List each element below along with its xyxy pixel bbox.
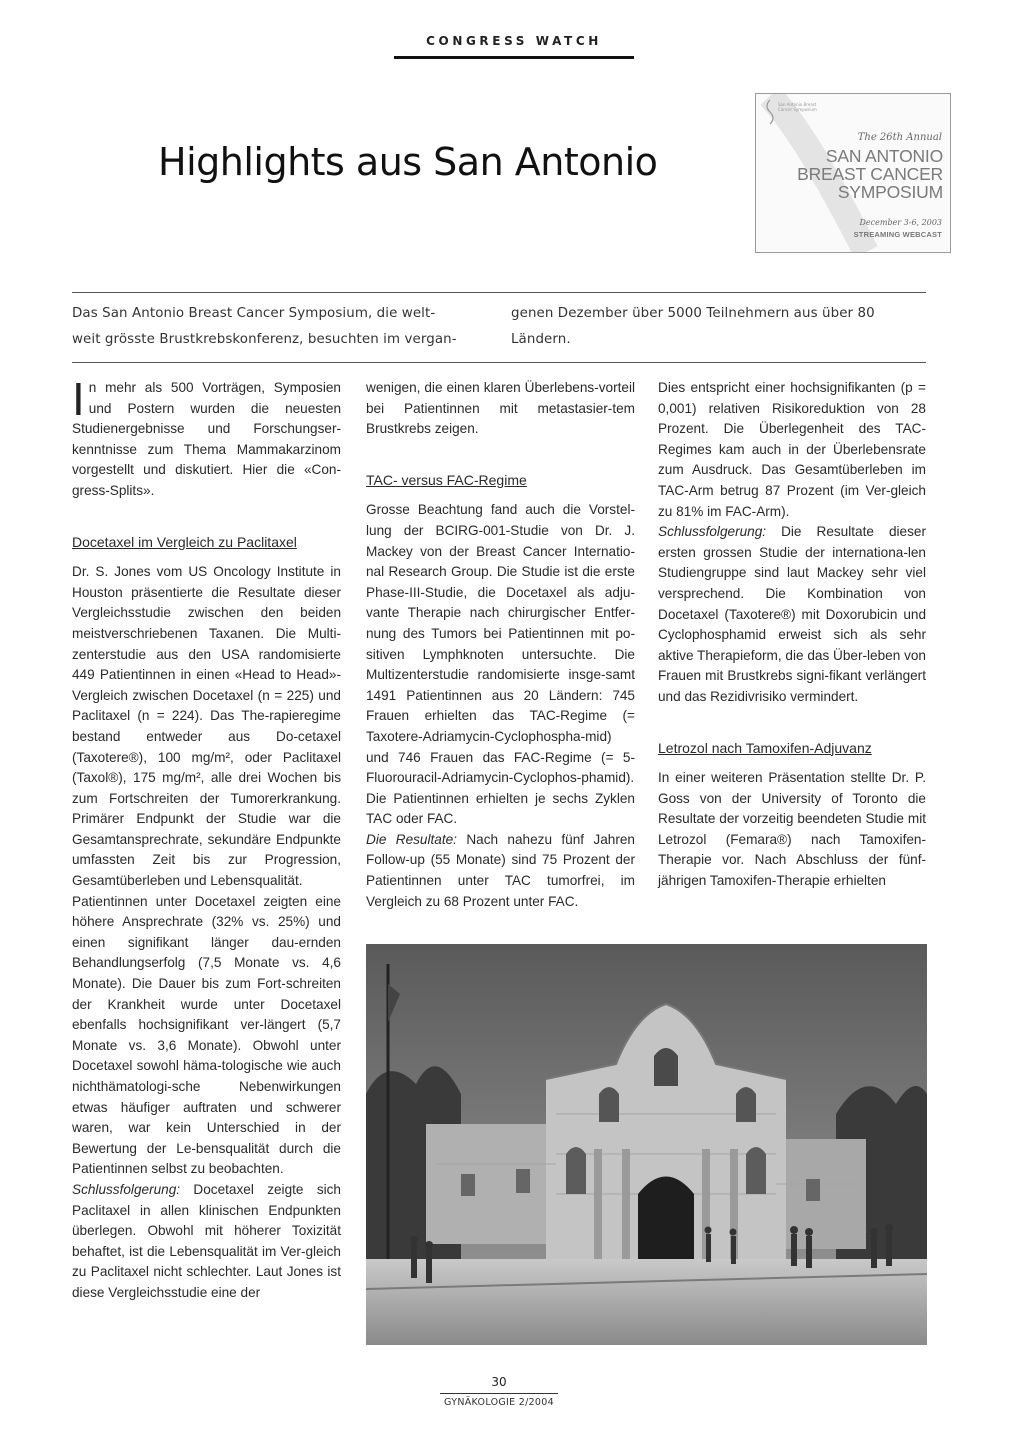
- footer-rule: [440, 1393, 558, 1394]
- col1-paragraph-1: Dr. S. Jones vom US Oncology Institute in Houston präsentierte die Resultate dieser Vergleichsstudie zwischen den beiden meistverschriebenen Taxanen. Die Multi-zenterstudie aus den USA randomisierte 449 Patientinnen in einen «Head to Head»-Vergleich zwischen Docetaxel (n = 225) und Paclitaxel (n = 224). Das The-rapieregime bestand entweder aus Do-cetaxel (Taxotere®), 100 mg/m², oder Paclitaxel (Taxol®), 175 mg/m², alle drei Wochen bis zum Fortschreiten der Tumorerkrankung. Primärer Endpunkt der Studie war die Gesamtansprechrate, sekundäre Endpunkte umfassten Zeit bis zur Progression, Gesamtüberleben und Lebensqualität.: [72, 564, 341, 889]
- column-2: [366, 378, 635, 912]
- logo-tiny-text: San Antonio Breast Cancer Symposium: [778, 102, 817, 112]
- section-rule: [394, 56, 634, 59]
- lead-left-line-1: Das San Antonio Breast Cancer Symposium, die welt-: [72, 306, 436, 321]
- journal-name: GYNÄKOLOGIE 2/2004: [444, 1397, 554, 1408]
- symposium-logo: [755, 93, 951, 253]
- column-1: [72, 373, 341, 1304]
- lead-right: [511, 301, 926, 353]
- logo-line-5: December 3-6, 2003: [859, 218, 942, 227]
- drop-cap: I: [72, 373, 85, 425]
- col2-paragraph-1: Grosse Beachtung fand auch die Vorstel-lung der BCIRG-001-Studie von Dr. J. Mackey von der Breast Cancer Internatio-nal Research Group. Die Studie ist die erste Phase-III-Studie, die Docetaxel als adju-vante Therapie nach chirurgischer Entfer-nung des Tumors bei Patientinnen mit po-sitiven Lymphknoten untersuchte. Die Multizenterstudie randomisierte insge-samt 1491 Patientinnen aus 20 Ländern: 745 Frauen erhielten das TAC-Regime (= Taxotere-Adriamycin-Cyclophospha-mid) und 746 Frauen das FAC-Regime (= 5-Fluorouracil-Adriamycin-Cyclophos-phamid). Die Patientinnen erhielten je sechs Zyklen TAC oder FAC.: [366, 502, 635, 827]
- lead-top-rule: [72, 292, 926, 293]
- column-3: [658, 378, 926, 892]
- logo-line-1: The 26th Annual: [857, 132, 942, 143]
- col3-paragraph-2: In einer weiteren Präsentation stellte Dr. P. Goss von der University of Toronto die Resultate der vorzeitig beendeten Studie mit Letrozol (Femara®) nach Tamoxifen-Therapie vor. Nach Abschluss der fünf-jährigen Tamoxifen-Therapie erhielten: [658, 770, 926, 889]
- logo-line-2: SAN ANTONIO: [825, 146, 943, 166]
- col1-paragraph-2: Patientinnen unter Docetaxel zeigten eine höhere Ansprechrate (32% vs. 25%) und einen signifikant länger dau-ernden Behandlungserfolg (7,5 Monate vs. 4,6 Monate). Die Dauer bis zum Fort-schreiten der Krankheit wurde unter Docetaxel ebenfalls hochsignifikant ver-längert (5,7 Monate vs. 3,6 Monate). Obwohl unter Docetaxel sowohl häma-tologische wie auch nichthämatologi-sche Nebenwirkungen etwas häufiger auftraten und schwerer waren, war kein Unterschied in der Bewertung der Le-bensqualität durch die Patientinnen selbst zu beobachten.: [72, 893, 341, 1177]
- col2-paragraph-0: wenigen, die einen klaren Überlebens-vorteil bei Patientinnen mit metastasier-tem Brustkrebs zeigen.: [366, 380, 635, 437]
- alamo-photo: [366, 944, 927, 1345]
- col1-paragraph-3: Schlussfolgerung: Docetaxel zeigte sich Paclitaxel in allen klinischen Endpunkten überlegen. Obwohl mit höherer Toxizität behaftet, ist die Lebensqualität im Ver-gleich zu Paclitaxel nicht schlechter. Laut Jones ist diese Vergleichsstudie eine der: [72, 1181, 341, 1300]
- alamo-photo-graphic: [366, 944, 927, 1345]
- heading-tac-fac: TAC- versus FAC-Regime: [366, 471, 527, 488]
- page-title: Highlights aus San Antonio: [158, 140, 658, 184]
- lead-left: [72, 301, 492, 353]
- logo-line-3: BREAST CANCER: [797, 164, 943, 184]
- lead-left-line-2: weit grösste Brustkrebskonferenz, besuchten im vergan-: [72, 332, 457, 347]
- section-label: CONGRESS WATCH: [426, 34, 602, 48]
- lead-right-line-1: genen Dezember über 5000 Teilnehmern aus über 80: [511, 306, 875, 321]
- logo-line-6: STREAMING WEBCAST: [853, 230, 942, 239]
- lead-bottom-rule: [72, 362, 926, 363]
- col3-paragraph-0: Dies entspricht einer hochsignifikanten (p = 0,001) relativen Risikoreduktion von 28 Prozent. Die Überlegenheit des TAC-Regimes kam auch in der Überlebensrate zum Ausdruck. Das Gesamtüberleben im TAC-Arm betrug 87 Prozent (im Ver-gleich zu 81% im FAC-Arm).: [658, 380, 926, 519]
- logo-line-4: SYMPOSIUM: [837, 182, 943, 202]
- lead-right-line-2: Ländern.: [511, 332, 571, 347]
- intro-paragraph: In mehr als 500 Vorträgen, Symposien und Postern wurden die neuesten Studienergebnisse und Forschungser-kenntnisse zum Thema Mammakarzinom vorgestellt und diskutiert. Hier die «Con-gress-Splits».: [72, 373, 341, 498]
- page-number: 30: [491, 1375, 507, 1389]
- col3-paragraph-1: Schlussfolgerung: Die Resultate dieser ersten grossen Studie der internationa-len Studiengruppe sind laut Mackey sehr viel versprechend. Die Kombination von Docetaxel (Taxotere®) mit Doxorubicin und Cyclophosphamid erweist sich als sehr aktive Therapieform, die das Über-leben von Frauen mit Brustkrebs signi-fikant verlängert und das Rezidivrisiko vermindert.: [658, 524, 926, 704]
- col2-paragraph-2: Die Resultate: Nach nahezu fünf Jahren Follow-up (55 Monate) sind 75 Prozent der Patientinnen unter TAC tumorfrei, im Vergleich zu 68 Prozent unter FAC.: [366, 831, 635, 909]
- heading-letrozol: Letrozol nach Tamoxifen-Adjuvanz: [658, 739, 872, 756]
- heading-docetaxel: Docetaxel im Vergleich zu Paclitaxel: [72, 533, 297, 550]
